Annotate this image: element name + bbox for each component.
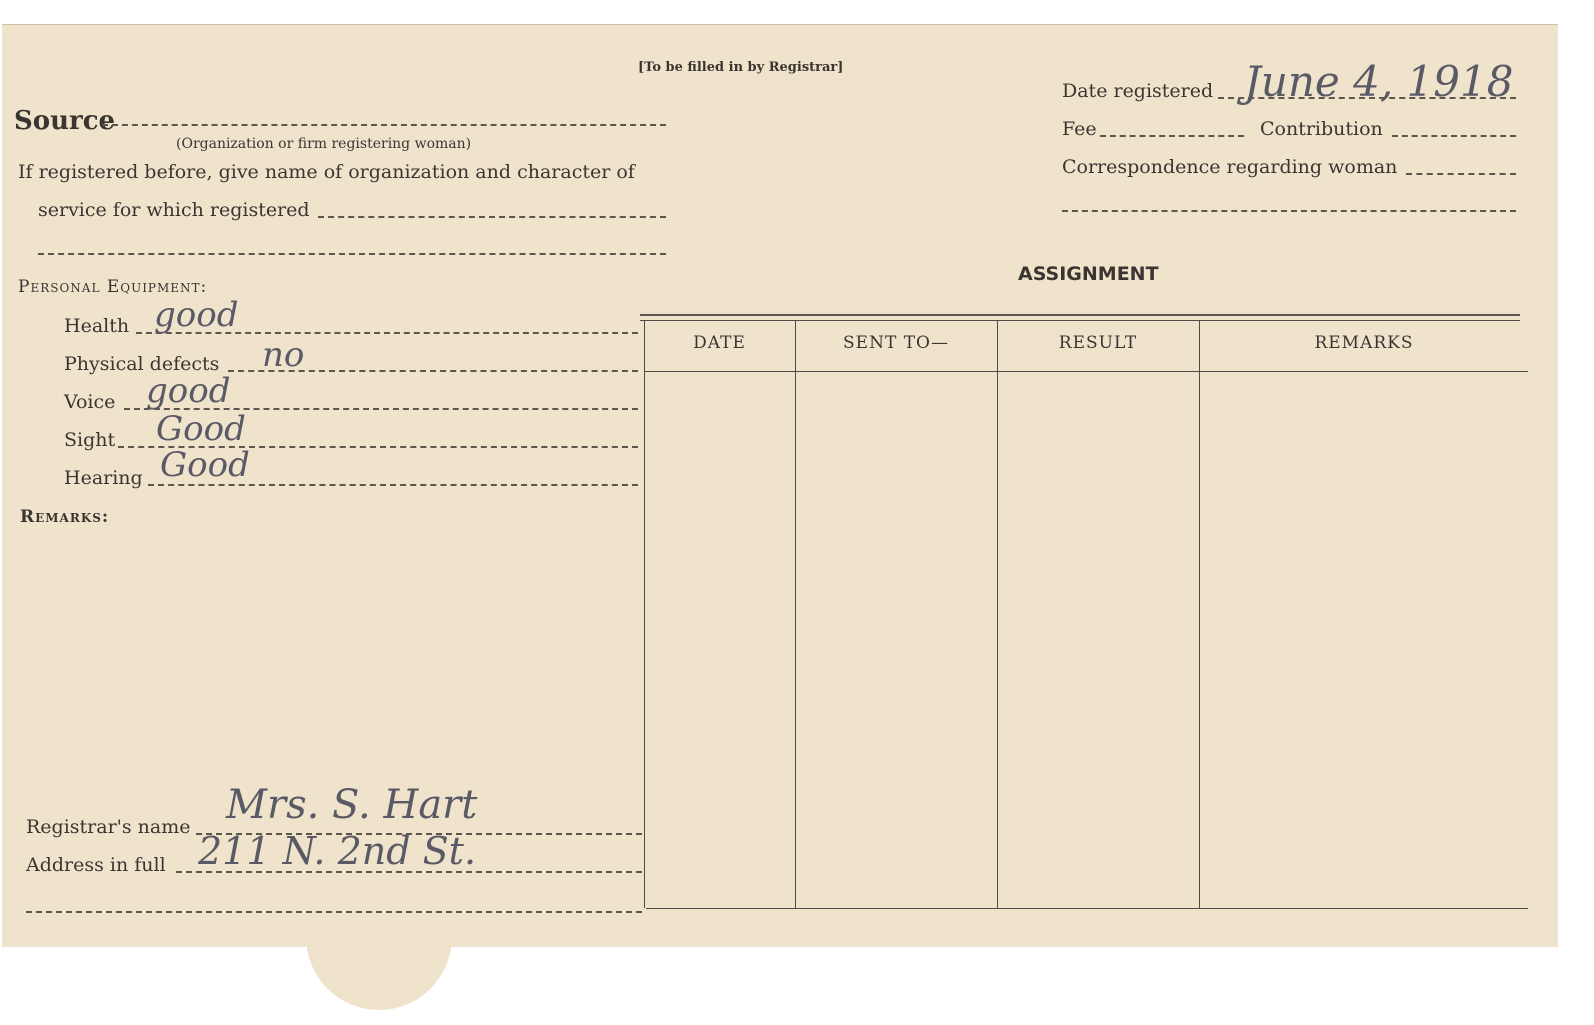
address-label: Address in full — [26, 854, 166, 876]
registrar-name-label: Registrar's name — [26, 816, 191, 838]
address-extra-line — [26, 911, 642, 913]
prev-registration-line — [318, 216, 666, 218]
defects-value: no — [262, 335, 305, 375]
correspondence-label: Correspondence regarding woman — [1062, 156, 1398, 178]
fee-line — [1100, 135, 1244, 137]
table-divider-3 — [1199, 320, 1200, 908]
registrar-note: [To be filled in by Registrar] — [638, 60, 844, 75]
assignment-title: ASSIGNMENT — [1018, 263, 1159, 285]
table-divider-2 — [997, 320, 998, 908]
prev-registration-line1: If registered before, give name of organization and character of — [18, 161, 635, 183]
contribution-label: Contribution — [1260, 118, 1383, 140]
fee-label: Fee — [1062, 118, 1097, 140]
column-header-sent-to: SENT TO— — [843, 333, 949, 353]
correspondence-line — [1406, 173, 1516, 175]
table-left-border — [644, 320, 645, 908]
hearing-label: Hearing — [64, 467, 143, 489]
defects-label: Physical defects — [64, 353, 220, 375]
table-header-rule — [644, 371, 1528, 372]
correspondence-extra-line — [1062, 210, 1516, 212]
column-header-remarks: REMARKS — [1314, 333, 1414, 353]
table-bottom-rule — [646, 908, 1528, 909]
voice-label: Voice — [64, 391, 116, 413]
sight-value: Good — [156, 409, 246, 449]
column-header-date: DATE — [693, 333, 746, 353]
prev-registration-extra-line — [38, 253, 666, 255]
table-top-rule — [640, 314, 1520, 316]
sight-label: Sight — [64, 429, 116, 451]
column-header-result: RESULT — [1058, 333, 1138, 353]
prev-registration-line2: service for which registered — [38, 199, 310, 221]
source-line — [102, 124, 666, 126]
date-registered-value: June 4, 1918 — [1244, 57, 1514, 106]
table-divider-1 — [795, 320, 796, 908]
source-hint: (Organization or firm registering woman) — [176, 136, 472, 152]
source-label: Source — [14, 106, 116, 136]
contribution-line — [1392, 135, 1516, 137]
registrar-name-value: Mrs. S. Hart — [226, 782, 478, 828]
health-value: good — [154, 295, 239, 335]
address-value: 211 N. 2nd St. — [198, 829, 477, 873]
voice-value: good — [146, 371, 231, 411]
table-top-rule-thin — [640, 320, 1520, 321]
date-registered-label: Date registered — [1062, 80, 1214, 102]
hearing-value: Good — [160, 445, 250, 485]
personal-equipment-heading: Personal Equipment: — [18, 277, 208, 297]
remarks-label: Remarks: — [20, 507, 110, 527]
health-label: Health — [64, 315, 130, 337]
card-tab — [306, 930, 452, 1010]
